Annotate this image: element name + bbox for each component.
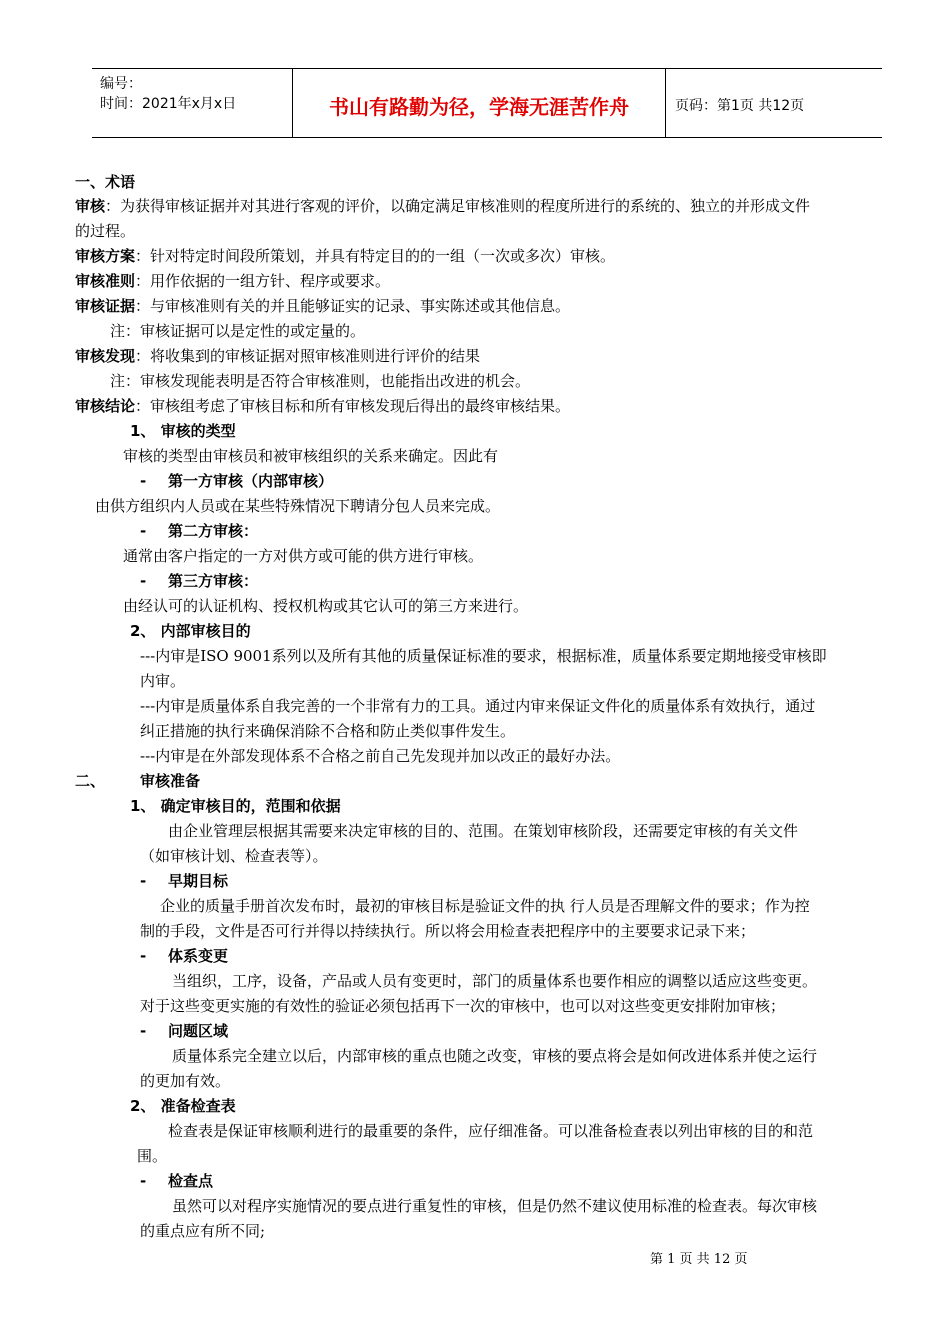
checkpoint-text: 虽然可以对程序实施情况的要点进行重复性的审核，但是仍然不建议使用标准的检查表。每次审核 [172,1197,818,1215]
prep-2-text: 检查表是保证审核顺利进行的最重要的条件，应仔细准备。可以准备检查表以列出审核的目的和范 [168,1122,814,1140]
checkpoint-heading [140,1171,213,1191]
internal-audit-title: 2、 内部审核目的 [130,622,251,640]
bullet-dash: - [140,472,147,490]
motto-text: 书山有路勤为径，学海无涯苦作舟 [329,95,629,119]
header-motto-cell [292,69,666,137]
audit-types-intro: 审核的类型由审核员和被审核组织的关系来确定。因此有 [123,447,499,465]
term-label: 审核证据 [75,297,136,315]
internal-purpose-1-cont: 内审。 [140,672,186,690]
bullet-dash: - [140,572,147,590]
system-change-heading [140,946,228,966]
system-change-text-cont: 对于这些变更实施的有效性的验证必须包括再下一次的审核中，也可以对这些变更安排附加审核； [140,997,786,1015]
term-definition: ：用作依据的一组方针、程序或要求。 [135,272,391,290]
third-party-heading [140,571,258,591]
third-party-desc: 由经认可的认证机构、授权机构或其它认可的第三方来进行。 [123,597,529,615]
term-label: 审核 [75,197,106,215]
prep-1-text-cont: （如审核计划、检查表等）。 [140,847,328,865]
problem-area-text: 质量体系完全建立以后，内部审核的重点也随之改变，审核的要点将会是如何改进体系并使之运行 [172,1047,818,1065]
first-party-title: 第一方审核（内部审核） [168,472,334,490]
term-program [75,246,615,266]
system-change-text: 当组织，工序，设备，产品或人员有变更时，部门的质量体系也要作相应的调整以适应这些变更。 [172,972,818,990]
term-label: 审核结论 [75,397,136,415]
bullet-dash: - [140,1172,147,1190]
second-party-title: 第二方审核： [168,522,259,540]
term-label: 审核准则 [75,272,136,290]
evidence-note: 注：审核证据可以是定性的或定量的。 [110,322,366,340]
term-conclusion [75,396,570,416]
section-2-title: 审核准备 [140,772,201,790]
prep-1-title: 1、 确定审核目的，范围和依据 [130,797,341,815]
term-label: 审核方案 [75,247,136,265]
problem-area-title: 问题区域 [168,1022,229,1040]
header-info-cell [92,69,292,137]
internal-purpose-2: ---内审是质量体系自我完善的一个非常有力的工具。通过内审来保证文件化的质量体系有效执行，通过 [140,697,816,715]
term-label: 审核发现 [75,347,136,365]
header-page-cell [665,69,882,137]
term-finding [75,346,480,366]
term-evidence [75,296,570,316]
problem-area-text-cont: 的更加有效。 [140,1072,231,1090]
term-audit-cont: 的过程。 [75,222,136,240]
section-1-title: 一、术语 [75,173,136,191]
header-page-number: 页码：第1页 共12页 [675,98,805,114]
term-definition: ：与审核准则有关的并且能够证实的记录、事实陈述或其他信息。 [135,297,571,315]
bullet-dash: - [140,947,147,965]
checkpoint-text-cont: 的重点应有所不同; [140,1222,266,1240]
document-header [92,68,882,138]
system-change-title: 体系变更 [168,947,229,965]
term-definition: ：审核组考虑了审核目标和所有审核发现后得出的最终审核结果。 [135,397,571,415]
second-party-heading [140,521,258,541]
early-goal-text: 企业的质量手册首次发布时，最初的审核目标是验证文件的执 行人员是否理解文件的要求；作为控 [160,897,810,915]
section-2-number: 二、 [75,772,106,790]
checkpoint-title: 检查点 [168,1172,214,1190]
third-party-title: 第三方审核： [168,572,259,590]
internal-purpose-3: ---内审是在外部发现体系不合格之前自己先发现并加以改正的最好办法。 [140,747,621,765]
audit-types-title: 1、 审核的类型 [130,422,236,440]
time-label: 时间：2021年x月x日 [100,96,237,112]
second-party-desc: 通常由客户指定的一方对供方或可能的供方进行审核。 [123,547,484,565]
prep-2-text-cont: 围。 [137,1147,168,1165]
term-definition: ：将收集到的审核证据对照审核准则进行评价的结果 [135,347,481,365]
first-party-heading [140,471,333,491]
term-definition: ：为获得审核证据并对其进行客观的评价，以确定满足审核准则的程度所进行的系统的、独立的并形成文件 [105,197,811,215]
first-party-desc: 由供方组织内人员或在某些特殊情况下聘请分包人员来完成。 [95,497,501,515]
early-goal-text-cont: 制的手段，文件是否可行并得以持续执行。所以将会用检查表把程序中的主要要求记录下来； [140,922,756,940]
footer-page-number: 第 1 页 共 12 页 [650,1252,748,1267]
bullet-dash: - [140,872,147,890]
term-audit [75,196,810,216]
bullet-dash: - [140,1022,147,1040]
early-goal-heading [140,871,228,891]
term-definition: ：针对特定时间段所策划，并具有特定目的的一组（一次或多次）审核。 [135,247,616,265]
finding-note: 注：审核发现能表明是否符合审核准则，也能指出改进的机会。 [110,372,531,390]
serial-label: 编号： [100,76,142,92]
internal-purpose-1: ---内审是ISO 9001系列以及所有其他的质量保证标准的要求，根据标准，质量体系要定期地接受审核即 [140,647,827,665]
problem-area-heading [140,1021,228,1041]
early-goal-title: 早期目标 [168,872,229,890]
prep-2-title: 2、 准备检查表 [130,1097,236,1115]
term-criteria [75,271,390,291]
internal-purpose-2-cont: 纠正措施的执行来确保消除不合格和防止类似事件发生。 [140,722,516,740]
prep-1-text: 由企业管理层根据其需要来决定审核的目的、范围。在策划审核阶段，还需要定审核的有关文件 [168,822,799,840]
bullet-dash: - [140,522,147,540]
